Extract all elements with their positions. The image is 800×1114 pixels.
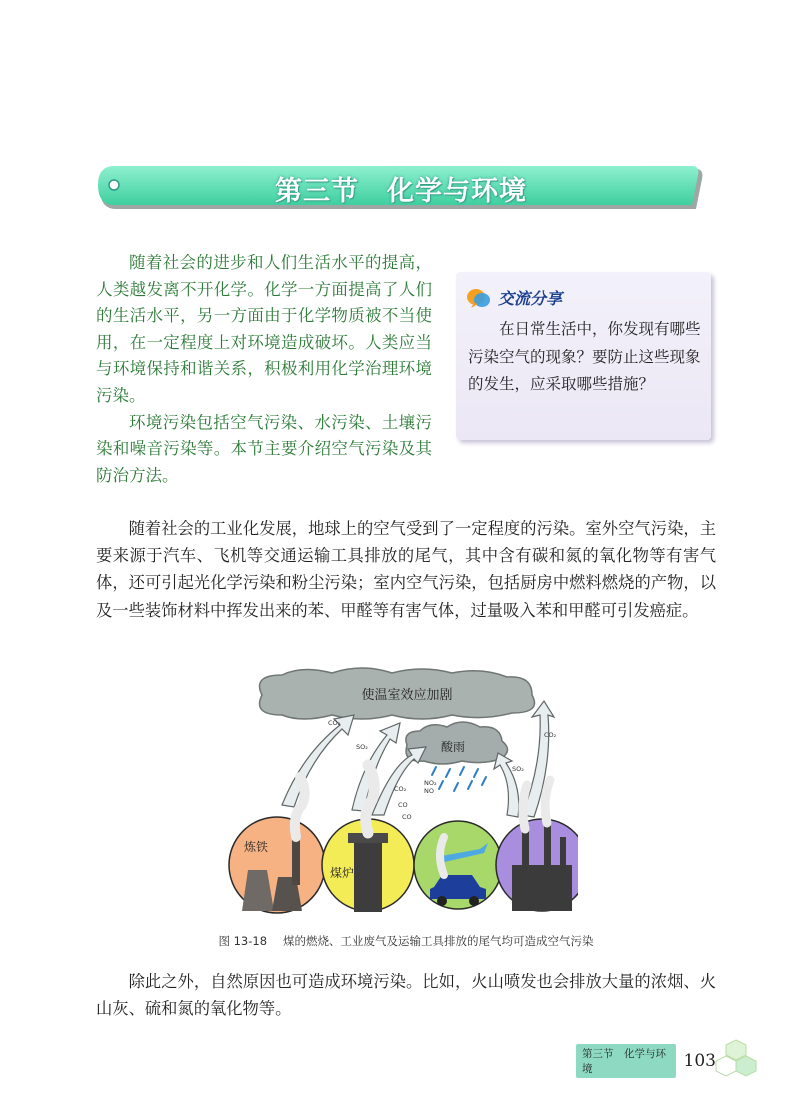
figure-caption-text: 煤的燃烧、工业废气及运输工具排放的尾气均可造成空气污染 [283, 934, 594, 948]
discussion-box [456, 272, 711, 440]
gas-label-8: CO [398, 801, 408, 809]
gas-label-4: SO₂ [512, 765, 524, 773]
discussion-text: 在日常生活中，你发现有哪些污染空气的现象？要防止这些现象的发生，应采取哪些措施？ [468, 320, 701, 393]
intro-paragraph-2: 环境污染包括空气污染、水污染、土壤污染和噪音污染等。本节主要介绍空气污染及其防治方法。 [96, 412, 432, 485]
intro-text [96, 250, 432, 489]
iron-smelting-scene [229, 777, 325, 913]
footer-section-label: 第三节 化学与环境 [576, 1044, 676, 1078]
gas-label-5: NO₂ [424, 779, 437, 787]
gas-label-7: CO₂ [394, 785, 407, 793]
acid-rain-label: 酸雨 [440, 740, 466, 754]
stove-label: 煤炉 [330, 866, 355, 880]
greenhouse-label: 使温室效应加剧 [361, 688, 453, 703]
intro-paragraph-1: 随着社会的进步和人们生活水平的提高，人类越发离不开化学。化学一方面提高了人们的生活水平，另一方面由于化学物质被不当使用，在一定程度上对环境造成破坏。人类应当与环境保持和谐关系，积极利用化学治理环境污染。 [96, 253, 432, 405]
discussion-header [466, 286, 562, 309]
hexagon-decoration-icon [714, 1038, 758, 1082]
gas-label-1: CO₂ [328, 719, 341, 727]
figure-caption [96, 933, 716, 949]
figure-number: 图 13-18 [218, 934, 268, 948]
iron-label: 炼铁 [244, 840, 269, 854]
page-footer [576, 1048, 716, 1075]
chat-bubble-icon [466, 287, 492, 309]
page-title: 第三节 化学与环境 [275, 175, 527, 207]
transport-scene [414, 821, 502, 909]
rain-drops [432, 767, 486, 791]
gas-label-9: CO [402, 813, 412, 821]
gas-label-2: SO₂ [356, 743, 368, 751]
body-paragraph-1: 随着社会的工业化发展，地球上的空气受到了一定程度的污染。室外空气污染，主要来源于汽车、飞机等交通运输工具排放的尾气，其中含有碳和氮的氧化物等有害气体，还可引起光化学污染和粉尘污染；室内空气污染，包括厨房中燃料燃烧的产物，以及一些装饰材料中挥发出来的苯、甲醛等有害气体，过量吸入苯和甲醛可引发癌症。 [96, 519, 716, 620]
discussion-title: 交流分享 [498, 289, 563, 308]
section-banner [96, 165, 706, 211]
page-number: 103 [683, 1051, 716, 1071]
gas-label-6: NO [424, 787, 434, 795]
body-paragraph-2: 除此之外，自然原因也可造成环境污染。比如，火山喷发也会排放大量的浓烟、火山灰、硫和氮的氧化物等。 [96, 972, 716, 1019]
pollution-illustration [222, 665, 578, 923]
gas-label-3: CO₂ [544, 731, 557, 739]
